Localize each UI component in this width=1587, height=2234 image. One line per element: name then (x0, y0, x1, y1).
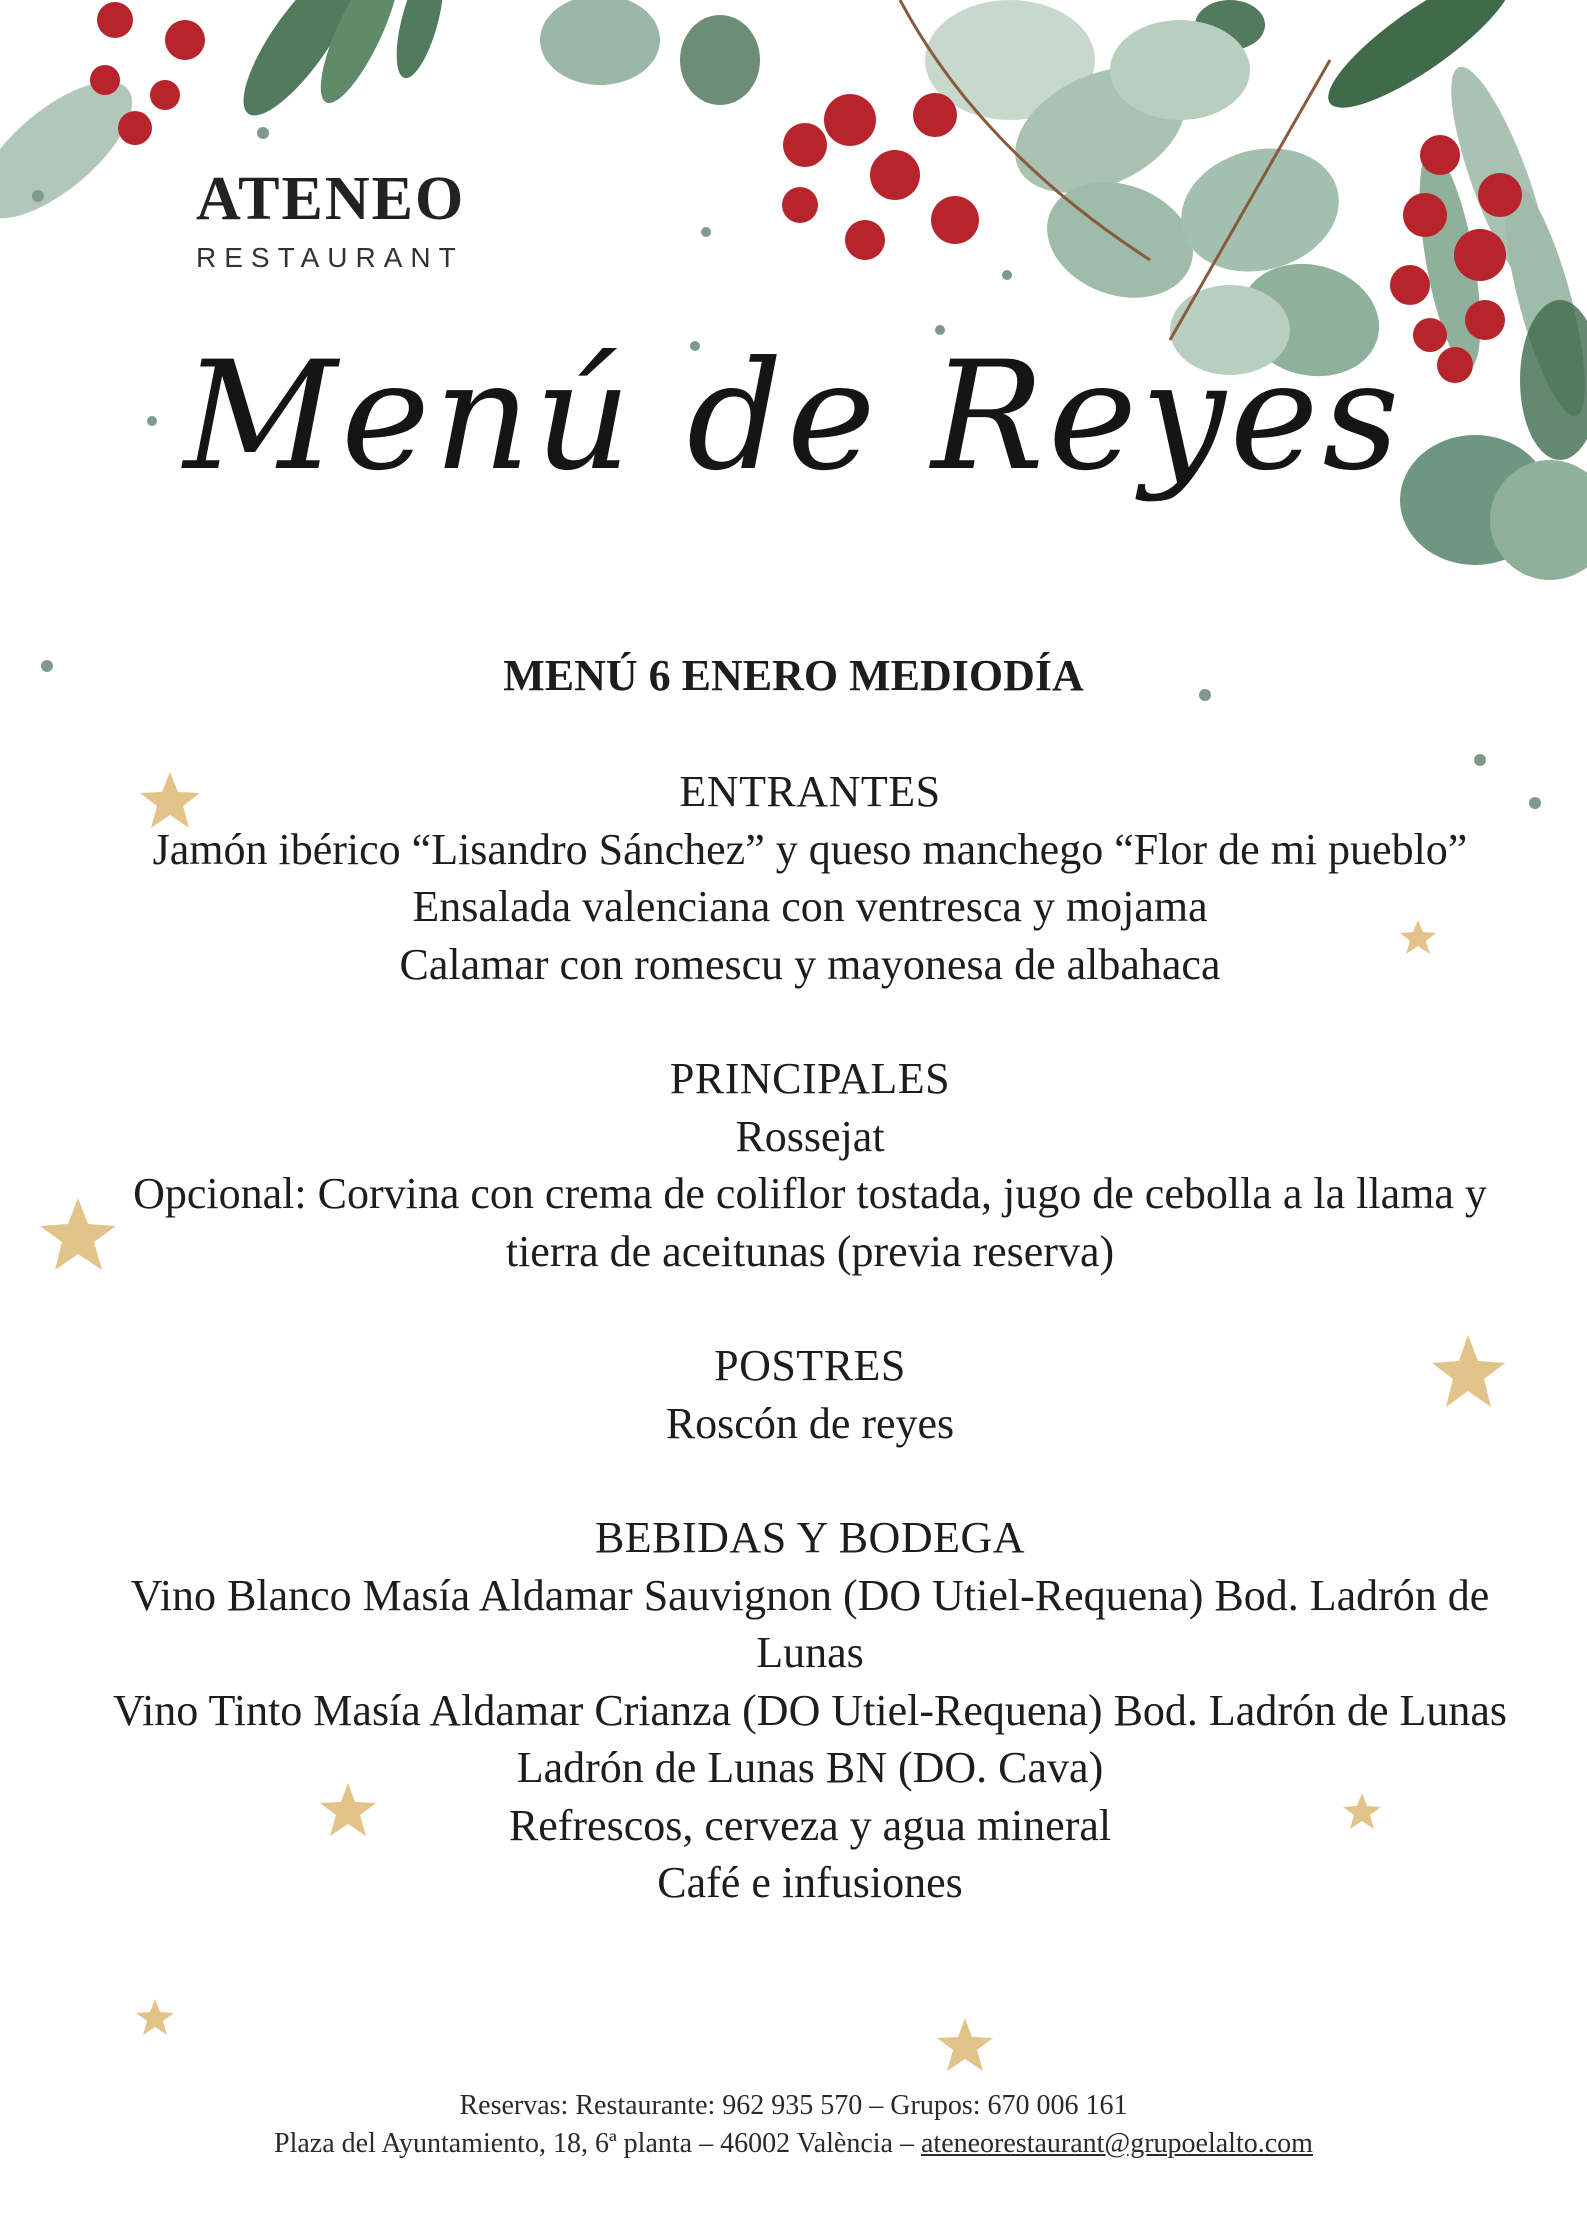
menu-item: Calamar con romescu y mayonesa de albahaca (399, 939, 1221, 989)
menu-item: Refrescos, cerveza y agua mineral (508, 1800, 1112, 1850)
section-title: BEBIDAS Y BODEGA (594, 1513, 1026, 1562)
menu-item: Roscón de reyes (665, 1398, 955, 1448)
menu-item: Opcional: Corvina con crema de coliflor tostada, jugo de cebolla a la llama y tierra de aceitunas (previa reserva) (133, 1169, 1487, 1276)
restaurant-logo (196, 165, 536, 274)
page-title: Menú de Reyes (183, 330, 1404, 504)
menu-item: Ladrón de Lunas BN (DO. Cava) (516, 1743, 1104, 1792)
footer-address-text: Plaza del Ayuntamiento, 18, 6ª planta – 46002 València – (274, 2128, 921, 2159)
logo-subtitle: RESTAURANT (196, 242, 464, 273)
section-title: POSTRES (714, 1341, 906, 1390)
section-principales (110, 1050, 1510, 1280)
section-entrantes (110, 763, 1510, 993)
logo-name: ATENEO (196, 165, 466, 233)
menu-item: Ensalada valenciana con ventresca y mojama (412, 882, 1208, 931)
footer-address (0, 2125, 1587, 2163)
menu-item: Rossejat (735, 1111, 885, 1161)
section-title: ENTRANTES (679, 767, 941, 816)
footer-reservations: Reservas: Restaurante: 962 935 570 – Grupos: 670 006 161 (459, 2090, 1128, 2121)
menu-body (110, 763, 1510, 1969)
menu-item: Jamón ibérico “Lisandro Sánchez” y queso manchego “Flor de mi pueblo” (152, 824, 1468, 874)
menu-item: Café e infusiones (657, 1858, 963, 1907)
menu-item: Vino Blanco Masía Aldamar Sauvignon (DO Utiel-Requena) Bod. Ladrón de Lunas (130, 1570, 1490, 1677)
section-title: PRINCIPALES (669, 1054, 951, 1103)
menu-item: Vino Tinto Masía Aldamar Crianza (DO Utiel-Requena) Bod. Ladrón de Lunas (112, 1685, 1508, 1735)
email-link[interactable]: ateneorestaurant@grupoelalto.com (920, 2128, 1313, 2159)
menu-heading: MENÚ 6 ENERO MEDIODÍA (503, 651, 1084, 700)
section-postres (110, 1337, 1510, 1452)
footer (0, 2087, 1587, 2163)
section-bebidas (110, 1509, 1510, 1912)
